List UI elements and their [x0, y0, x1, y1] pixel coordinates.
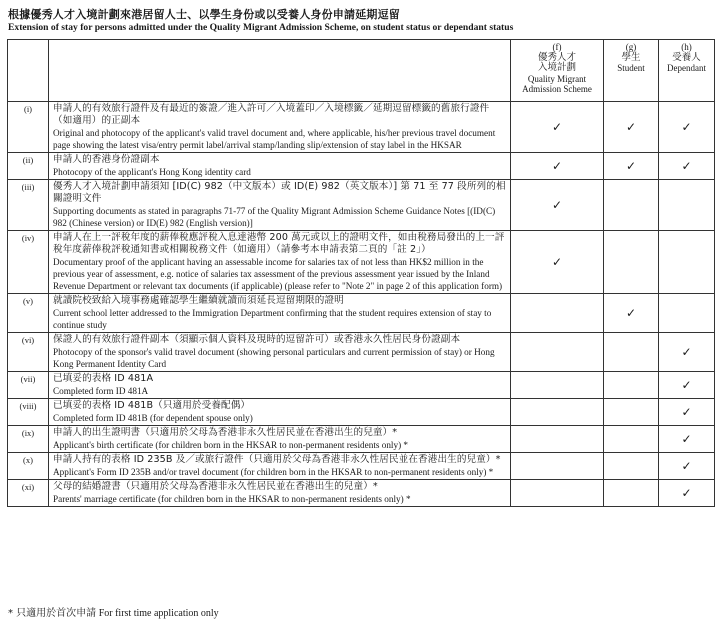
tick-student	[604, 399, 659, 426]
column-label-chinese: 學生	[621, 51, 641, 63]
requirement-chinese: 申請人的出生證明書（只適用於父母為香港非永久性居民並在香港出生的兒童）*	[53, 427, 398, 438]
footnote-chinese: * 只適用於首次申請	[8, 608, 97, 619]
table-row	[8, 426, 715, 453]
requirement-chinese: 保證人的有效旅行證件副本（須顯示個人資料及現時的逗留許可）或香港永久性居民身份證副本	[53, 334, 461, 345]
table-row	[8, 399, 715, 426]
column-header-student	[604, 40, 659, 102]
table-header-row	[8, 40, 715, 102]
row-description	[49, 180, 511, 231]
requirement-english: Current school letter addressed to the Immigration Department confirming that the student requires extension of stay to continue study	[53, 308, 492, 330]
requirement-english: Supporting documents as stated in paragraphs 71-77 of the Quality Migrant Admission Scheme Guidance Notes [(ID(C) 982 (Chinese version) or ID(E) 982 (English version)]	[53, 206, 496, 228]
document-title-english: Extension of stay for persons admitted under the Quality Migrant Admission Scheme, on student status or dependant status	[8, 22, 514, 33]
tick-quality-migrant	[511, 399, 604, 426]
row-number: (iv)	[8, 231, 49, 294]
tick-dependant: ✓	[659, 480, 715, 507]
requirement-chinese: 申請人在上一評稅年度的薪俸稅應評稅入息達港幣 200 萬元或以上的證明文件，如由稅務局發出的上一評稅年度薪俸稅評稅通知書或相關稅務文件（如適用）（請參考本申請表第二頁的「註 2」）	[53, 232, 505, 255]
requirement-chinese: 父母的結婚證書（只適用於父母為香港非永久性居民並在香港出生的兒童）*	[53, 481, 378, 492]
table-row	[8, 102, 715, 153]
column-label-english: Dependant	[667, 63, 706, 73]
tick-dependant: ✓	[659, 426, 715, 453]
tick-quality-migrant	[511, 333, 604, 372]
column-letter: (h)	[681, 42, 692, 52]
column-label-chinese: 受養人	[672, 51, 701, 63]
tick-dependant	[659, 294, 715, 333]
tick-student	[604, 231, 659, 294]
tick-dependant: ✓	[659, 399, 715, 426]
row-description	[49, 231, 511, 294]
tick-dependant: ✓	[659, 453, 715, 480]
column-header-dependant	[659, 40, 715, 102]
column-label-english: Quality Migrant Admission Scheme	[522, 73, 592, 94]
footnote-english: For first time application only	[98, 608, 219, 619]
row-number: (v)	[8, 294, 49, 333]
requirement-chinese: 申請人的香港身份證副本	[53, 154, 160, 165]
column-letter: (g)	[625, 42, 637, 52]
requirement-english: Photocopy of the sponsor's valid travel document (showing personal particulars and current permission of stay) or Hong Kong Permanent Identity Card	[53, 347, 495, 369]
tick-quality-migrant	[511, 372, 604, 399]
column-letter: (f)	[552, 42, 562, 52]
tick-dependant: ✓	[659, 372, 715, 399]
row-number: (vi)	[8, 333, 49, 372]
tick-dependant: ✓	[659, 333, 715, 372]
requirement-english: Original and photocopy of the applicant's valid travel document and, where applicable, his/her previous travel document page showing the latest visa/entry permit label/arrival stamp/landing slip/extension of stay label in the HKSAR	[53, 128, 496, 150]
tick-quality-migrant: ✓	[511, 153, 604, 180]
row-number: (vii)	[8, 372, 49, 399]
requirement-english: Photocopy of the applicant's Hong Kong identity card	[53, 167, 251, 177]
table-row	[8, 333, 715, 372]
row-number: (x)	[8, 453, 49, 480]
row-description	[49, 426, 511, 453]
header-blank-cell	[49, 40, 511, 102]
document-title-chinese: 根據優秀人才入境計劃來港居留人士、以學生身份或以受養人身份申請延期逗留	[8, 8, 400, 21]
row-description	[49, 480, 511, 507]
requirement-english: Documentary proof of the applicant having an assessable income for salaries tax of not less than HK$2 million in the previous year of assessment, e.g. notice of salaries tax assessment of the previous assessment year issued by the Inland Revenue Department or relevant tax documents (if applicable) (please refer to "Note 2" in page 2 of this application form)	[53, 257, 503, 291]
table-row	[8, 453, 715, 480]
row-number: (iii)	[8, 180, 49, 231]
row-number: (i)	[8, 102, 49, 153]
table-row	[8, 153, 715, 180]
tick-dependant: ✓	[659, 102, 715, 153]
table-row	[8, 294, 715, 333]
row-description	[49, 102, 511, 153]
table-row	[8, 180, 715, 231]
requirements-table	[7, 39, 715, 507]
row-number: (xi)	[8, 480, 49, 507]
column-header-quality-migrant	[511, 40, 604, 102]
requirements-body	[8, 102, 715, 507]
requirement-chinese: 就讀院校致給入境事務處確認學生繼續就讀而須延長逗留期限的證明	[53, 295, 344, 306]
requirement-chinese: 申請人的有效旅行證件及有最近的簽證／進入許可／入境蓋印／入境標籤／延期逗留標籤的舊旅行證件（如適用）的正副本	[53, 103, 490, 126]
row-description	[49, 333, 511, 372]
tick-student	[604, 180, 659, 231]
tick-quality-migrant	[511, 480, 604, 507]
row-description	[49, 153, 511, 180]
tick-student	[604, 480, 659, 507]
tick-dependant	[659, 180, 715, 231]
row-number: (viii)	[8, 399, 49, 426]
tick-student: ✓	[604, 102, 659, 153]
requirement-english: Completed form ID 481B (for dependent spouse only)	[53, 413, 253, 423]
requirement-chinese: 已填妥的表格 ID 481B（只適用於受養配偶）	[53, 400, 251, 411]
tick-student	[604, 453, 659, 480]
requirement-chinese: 已填妥的表格 ID 481A	[53, 373, 154, 384]
tick-quality-migrant: ✓	[511, 180, 604, 231]
table-row	[8, 372, 715, 399]
row-number: (ii)	[8, 153, 49, 180]
tick-student	[604, 426, 659, 453]
tick-quality-migrant	[511, 453, 604, 480]
tick-quality-migrant	[511, 426, 604, 453]
requirement-chinese: 申請人持有的表格 ID 235B 及／或旅行證件（只適用於父母為香港非永久性居民並在香港出生的兒童）*	[53, 454, 501, 465]
column-label-chinese: 優秀人才 入境計劃	[537, 51, 576, 73]
tick-dependant	[659, 231, 715, 294]
row-description	[49, 399, 511, 426]
tick-student: ✓	[604, 153, 659, 180]
requirement-english: Applicant's Form ID 235B and/or travel document (for children born in the HKSAR to non-permanent residents only) *	[53, 467, 494, 477]
tick-quality-migrant	[511, 294, 604, 333]
row-description	[49, 453, 511, 480]
tick-quality-migrant: ✓	[511, 102, 604, 153]
requirement-english: Completed form ID 481A	[53, 386, 149, 396]
requirement-english: Applicant's birth certificate (for children born in the HKSAR to non-permanent residents only) *	[53, 440, 409, 450]
row-description	[49, 294, 511, 333]
row-description	[49, 372, 511, 399]
tick-dependant: ✓	[659, 153, 715, 180]
tick-student	[604, 333, 659, 372]
table-row	[8, 480, 715, 507]
requirement-chinese: 優秀人才入境計劃申請須知 [ID(C) 982（中文版本）或 ID(E) 982（英文版本）] 第 71 至 77 段所列的相關證明文件	[53, 181, 506, 204]
tick-student: ✓	[604, 294, 659, 333]
column-label-english: Student	[617, 63, 645, 73]
table-row	[8, 231, 715, 294]
header-blank-cell	[8, 40, 49, 102]
tick-student	[604, 372, 659, 399]
footnote	[8, 604, 219, 619]
row-number: (ix)	[8, 426, 49, 453]
requirement-english: Parents' marriage certificate (for children born in the HKSAR to non-permanent residents only) *	[53, 494, 411, 504]
tick-quality-migrant: ✓	[511, 231, 604, 294]
